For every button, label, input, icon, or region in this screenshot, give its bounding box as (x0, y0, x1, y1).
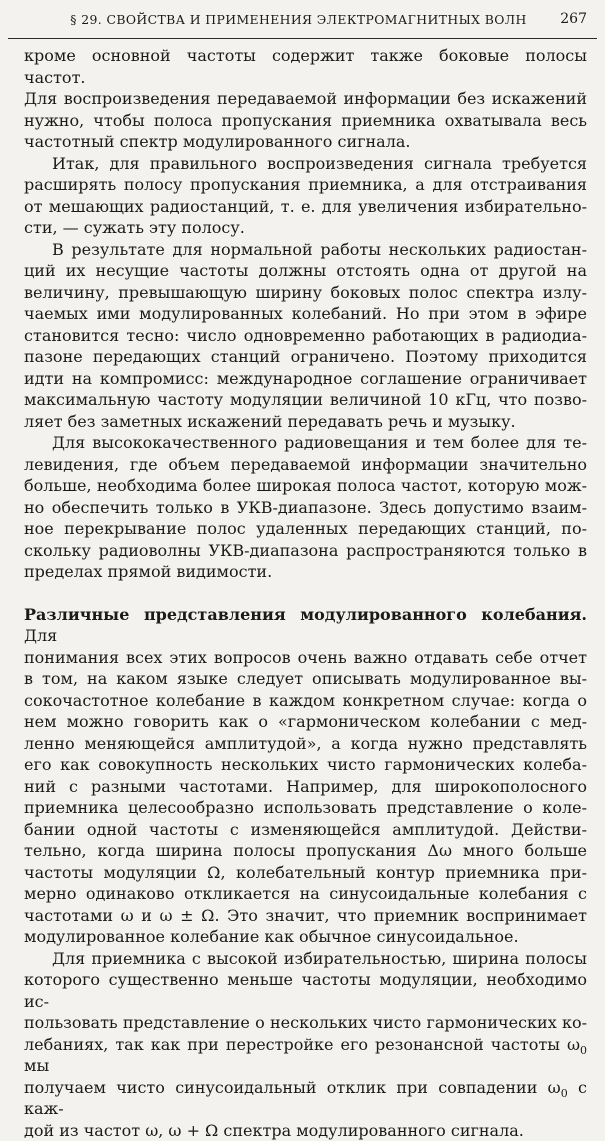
paragraph-4 (24, 432, 587, 583)
text-line: тельно, когда ширина полосы пропускания Δω много больше (24, 840, 587, 862)
text-line: приемника целесообразно использовать представление о коле- (24, 797, 587, 819)
running-header (50, 11, 587, 33)
text-line: больше, необходима более широкая полоса частот, которую мож- (24, 475, 587, 497)
text-line: левидения, где объем передаваемой информации значительно (24, 454, 587, 476)
text-line: его как совокупность нескольких чисто гармонических колеба- (24, 754, 587, 776)
text-line: модулированное колебание как обычное синусоидальное. (24, 926, 587, 948)
text-line: Итак, для правильного воспроизведения сигнала требуется (24, 153, 587, 175)
text-line: величину, превышающую ширину боковых полос спектра излу- (24, 282, 587, 304)
text-line: Для приемника с высокой избирательностью, ширина полосы (24, 948, 587, 970)
text-line: пользовать представление о нескольких чисто гармонических ко- (24, 1012, 587, 1034)
section-title: § 29. СВОЙСТВА И ПРИМЕНЕНИЯ ЭЛЕКТРОМАГНИТНЫХ ВОЛН (50, 12, 547, 27)
text-line: ций их несущие частоты должны отстоять одна от другой на (24, 260, 587, 282)
text-line: сти, — сужать эту полосу. (24, 217, 587, 239)
text-line (24, 604, 587, 647)
text-line: Для воспроизведения передаваемой информации без искажений (24, 88, 587, 110)
text-line: идти на компромисс: международное соглашение ограничивает (24, 368, 587, 390)
text-line: сокочастотное колебание в каждом конкретном случае: когда о (24, 690, 587, 712)
text-line: частоты модуляции Ω, колебательный контур приемника при- (24, 862, 587, 884)
text-line: нужно, чтобы полоса пропускания приемника охватывала весь (24, 110, 587, 132)
text-line: дой из частот ω, ω + Ω спектра модулированного сигнала. (24, 1120, 587, 1141)
text-line: которого существенно меньше частоты модуляции, необходимо ис- (24, 969, 587, 1012)
text-run: с каж- (24, 1078, 587, 1119)
text-line: максимальную частоту модуляции величиной 10 кГц, что позво- (24, 389, 587, 411)
heading-tail: Для (24, 626, 57, 645)
text-line: понимания всех этих вопросов очень важно отдавать себе отчет (24, 647, 587, 669)
text-line: ное перекрывание полос удаленных передающих станций, по- (24, 518, 587, 540)
section-gap (24, 583, 587, 604)
header-rule (8, 38, 597, 39)
body-text (24, 45, 587, 1141)
text-run: мы (24, 1056, 49, 1075)
text-line: В результате для нормальной работы нескольких радиостан- (24, 239, 587, 261)
text-line: в том, на каком языке следует описывать модулированное вы- (24, 668, 587, 690)
text-line: чаемых ими модулированных колебаний. Но при этом в эфире (24, 303, 587, 325)
text-line: но обеспечить только в УКВ-диапазоне. Здесь допустимо взаим- (24, 497, 587, 519)
subscript: 0 (561, 1087, 568, 1100)
paragraph-1 (24, 45, 587, 153)
text-line: расширять полосу пропускания приемника, а для отстраивания (24, 174, 587, 196)
subscript: 0 (580, 1044, 587, 1057)
section-heading: Различные представления модулированного колебания. (24, 605, 587, 624)
text-line (24, 1077, 587, 1120)
paragraph-2 (24, 153, 587, 239)
text-line: бании одной частоты с изменяющейся амплитудой. Действи- (24, 819, 587, 841)
text-line: ленно меняющейся амплитудой», а когда нужно представлять (24, 733, 587, 755)
text-line: частотами ω и ω ± Ω. Это значит, что приемник воспринимает (24, 905, 587, 927)
text-run: получаем чисто синусоидальный отклик при совпадении ω (24, 1078, 561, 1097)
text-line: пределах прямой видимости. (24, 561, 587, 583)
paragraph-3 (24, 239, 587, 433)
text-line: ляет без заметных искажений передавать речь и музыку. (24, 411, 587, 433)
text-line: пазоне передающих станций ограничено. Поэтому приходится (24, 346, 587, 368)
page-number: 267 (560, 11, 587, 27)
paragraph-6 (24, 948, 587, 1141)
text-line: становится тесно: число одновременно работающих в радиодиа- (24, 325, 587, 347)
text-run: лебаниях, так как при перестройке его резонансной частоты ω (24, 1035, 580, 1054)
text-line: Для высококачественного радиовещания и тем более для те- (24, 432, 587, 454)
text-line: мерно одинаково откликается на синусоидальные колебания с (24, 883, 587, 905)
text-line: нем можно говорить как о «гармоническом колебании с мед- (24, 711, 587, 733)
text-line: ний с разными частотами. Например, для широкополосного (24, 776, 587, 798)
text-line: скольку радиоволны УКВ-диапазона распространяются только в (24, 540, 587, 562)
text-line: от мешающих радиостанций, т. е. для увеличения избирательно- (24, 196, 587, 218)
text-line (24, 1034, 587, 1077)
paragraph-5 (24, 604, 587, 948)
text-line: частотный спектр модулированного сигнала. (24, 131, 587, 153)
text-line: кроме основной частоты содержит также боковые полосы частот. (24, 45, 587, 88)
